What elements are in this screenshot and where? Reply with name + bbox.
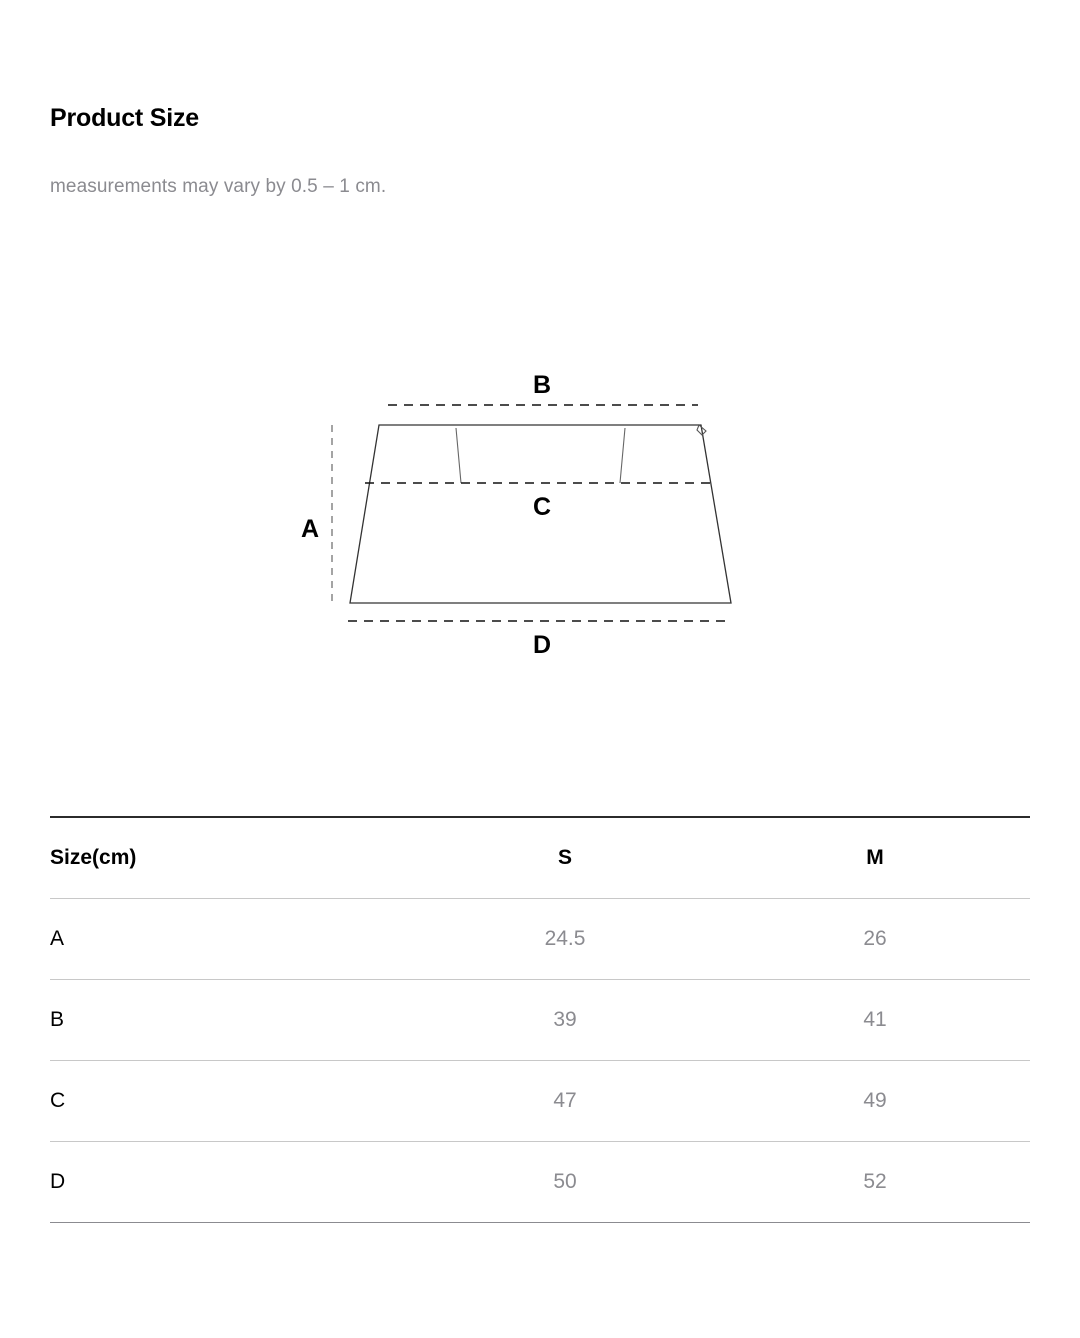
- skirt-diagram-svg: [0, 355, 1080, 675]
- table-row: [50, 980, 1030, 1061]
- diagram-label-c: C: [532, 493, 552, 521]
- cell-d-m: 52: [720, 1142, 1030, 1223]
- cell-c-s: 47: [410, 1061, 720, 1142]
- table-row: [50, 899, 1030, 980]
- table-header: [50, 817, 1030, 899]
- cell-b-s: 39: [410, 980, 720, 1061]
- page-title: Product Size: [50, 104, 200, 132]
- table-body: [50, 899, 1030, 1223]
- column-header-size: Size(cm): [50, 817, 410, 899]
- cell-d-s: 50: [410, 1142, 720, 1223]
- row-label-d: D: [50, 1142, 410, 1223]
- size-diagram: [0, 355, 1080, 675]
- cell-a-m: 26: [720, 899, 1030, 980]
- cell-a-s: 24.5: [410, 899, 720, 980]
- diagram-label-a: A: [300, 515, 320, 543]
- diagram-label-d: D: [532, 631, 552, 659]
- table-row: [50, 1061, 1030, 1142]
- table-header-row: [50, 817, 1030, 899]
- table-row: [50, 1142, 1030, 1223]
- row-label-b: B: [50, 980, 410, 1061]
- column-header-s: S: [410, 817, 720, 899]
- cell-c-m: 49: [720, 1061, 1030, 1142]
- row-label-c: C: [50, 1061, 410, 1142]
- size-chart-table: [50, 816, 1030, 1223]
- column-header-m: M: [720, 817, 1030, 899]
- row-label-a: A: [50, 899, 410, 980]
- measurement-disclaimer: measurements may vary by 0.5 – 1 cm.: [50, 176, 387, 197]
- cell-b-m: 41: [720, 980, 1030, 1061]
- diagram-label-b: B: [532, 371, 552, 399]
